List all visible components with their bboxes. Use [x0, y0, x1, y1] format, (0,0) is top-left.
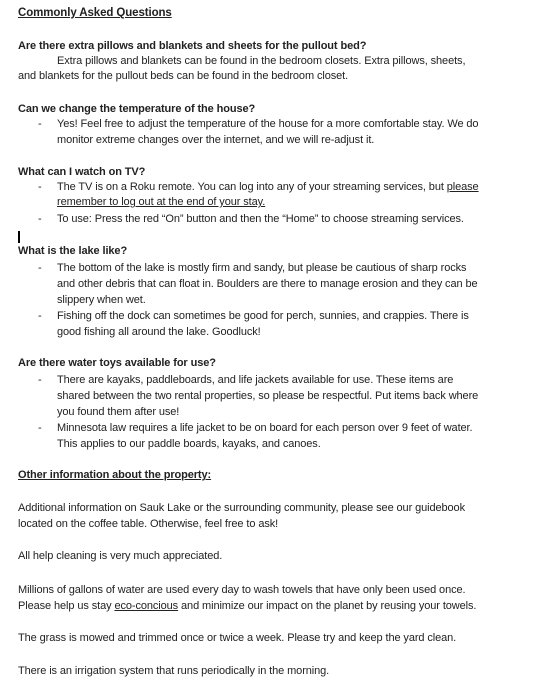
answer-lake-line-3: slippery when wet.	[57, 294, 146, 306]
bullet-dash: -	[38, 374, 42, 386]
answer-temperature-line-1: Yes! Feel free to adjust the temperature of the house for a more comfortable stay. We do	[57, 118, 479, 130]
answer-lifejacket-line-1: Minnesota law requires a life jacket to be on board for each person over 9 feet of water.	[57, 422, 473, 434]
answer-pillows-line-1: Extra pillows and blankets can be found in the bedroom closets. Extra pillows, sheets,	[57, 55, 466, 67]
underlined-text: eco-concious	[114, 600, 179, 612]
question-temperature: Can we change the temperature of the house?	[18, 103, 256, 115]
answer-lake-line-2: and other debris that can float in. Boulders are there to manage erosion and they can be	[57, 278, 478, 290]
document-title: Commonly Asked Questions	[18, 7, 172, 19]
answer-temperature-line-2: monitor extreme changes over the internet, and we will re-adjust it.	[57, 134, 375, 146]
answer-tv-line-1	[57, 181, 479, 194]
question-tv: What can I watch on TV?	[18, 166, 146, 178]
bullet-dash: -	[38, 422, 42, 434]
answer-lake-line-1: The bottom of the lake is mostly firm and sandy, but please be cautious of sharp rocks	[57, 262, 467, 274]
answer-tv-text: The TV is on a Roku remote. You can log into any of your streaming services, but	[57, 181, 447, 193]
guidebook-line-2: located on the coffee table. Otherwise, feel free to ask!	[18, 518, 279, 530]
bullet-dash: -	[38, 181, 42, 193]
answer-fishing-line-2: good fishing all around the lake. Goodluck!	[57, 326, 261, 338]
underlined-text: please	[446, 181, 479, 193]
bullet-dash: -	[38, 118, 42, 130]
question-lake: What is the lake like?	[18, 245, 128, 257]
cleaning-note: All help cleaning is very much appreciated.	[18, 550, 223, 562]
guidebook-line-1: Additional information on Sauk Lake or the surrounding community, please see our guidebook	[18, 502, 465, 514]
other-info-heading: Other information about the property:	[18, 469, 212, 481]
towels-line-2	[18, 600, 476, 613]
question-water-toys: Are there water toys available for use?	[18, 357, 216, 369]
question-pillows: Are there extra pillows and blankets and sheets for the pullout bed?	[18, 40, 367, 52]
answer-toys-line-1: There are kayaks, paddleboards, and life jackets available for use. These items are	[57, 374, 454, 386]
text-cursor	[18, 231, 20, 243]
bullet-dash: -	[38, 310, 42, 322]
bullet-dash: -	[38, 262, 42, 274]
grass-note: The grass is mowed and trimmed once or twice a week. Please try and keep the yard clean.	[18, 632, 457, 644]
towels-text-a: Please help us stay	[18, 600, 115, 612]
towels-line-1: Millions of gallons of water are used every day to wash towels that have only been used once.	[18, 584, 466, 596]
answer-lifejacket-line-2: This applies to our paddle boards, kayaks, and canoes.	[57, 438, 321, 450]
answer-toys-line-3: you found them after use!	[57, 406, 180, 418]
answer-toys-line-2: shared between the two rental properties, so please be respectful. Put items back where	[57, 390, 479, 402]
answer-tv-roku-instructions: To use: Press the red “On” button and then the “Home” to choose streaming services.	[57, 213, 464, 225]
bullet-dash: -	[38, 213, 42, 225]
towels-text-c: and minimize our impact on the planet by reusing your towels.	[178, 600, 477, 612]
irrigation-note: There is an irrigation system that runs periodically in the morning.	[18, 665, 330, 677]
answer-tv-line-2-underlined: remember to log out at the end of your stay.	[57, 196, 266, 208]
answer-pillows-line-2: and blankets for the pullout beds can be found in the bedroom closet.	[18, 70, 349, 82]
answer-fishing-line-1: Fishing off the dock can sometimes be good for perch, sunnies, and crappies. There is	[57, 310, 469, 322]
